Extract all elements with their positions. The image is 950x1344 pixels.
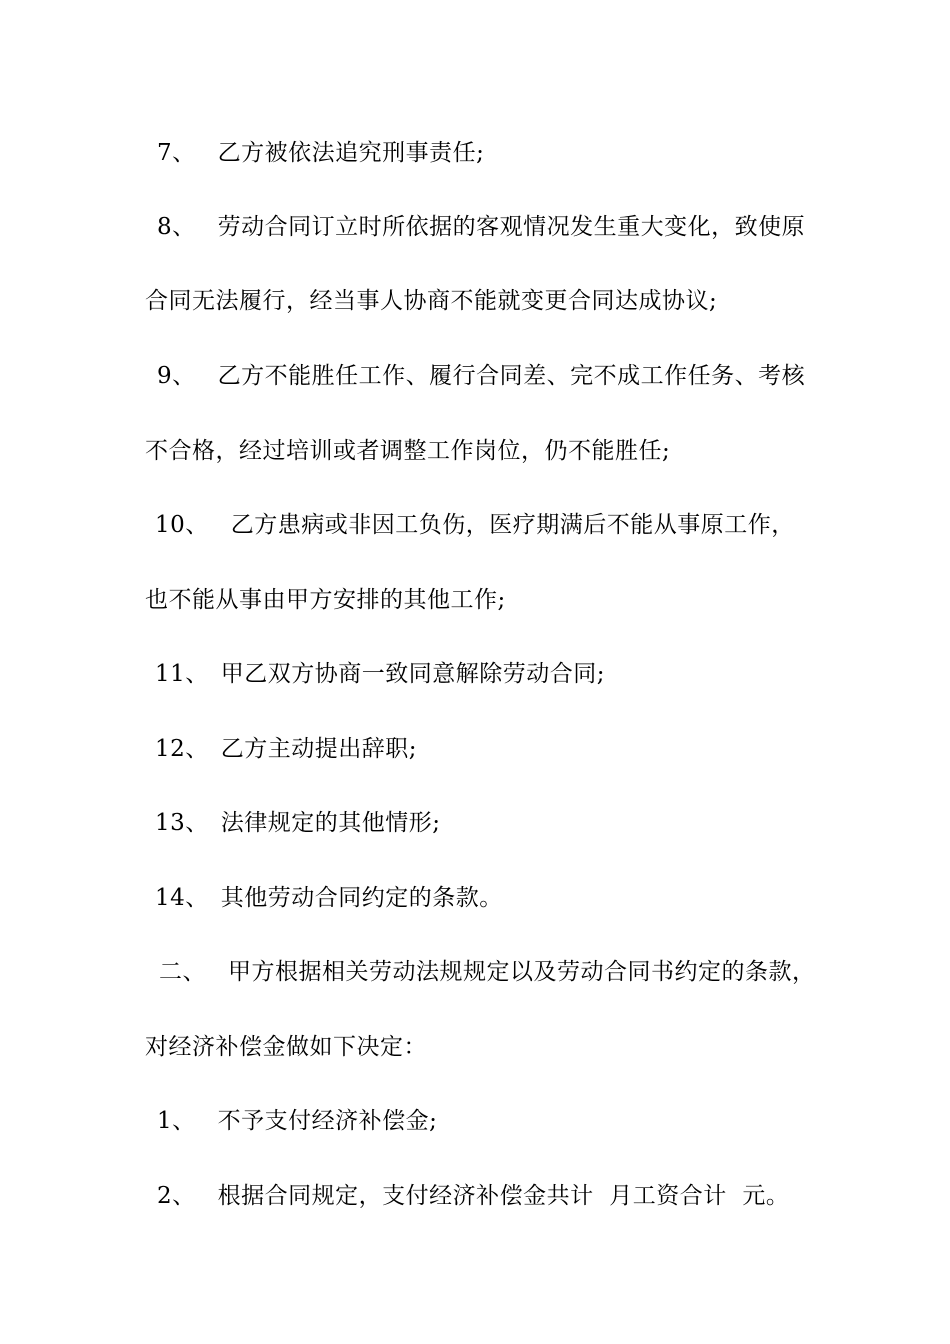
option-number: 2、	[157, 1183, 196, 1209]
section-two	[145, 957, 845, 987]
clause-number: 7、	[157, 140, 196, 166]
clause-text: 乙方被依法追究刑事责任;	[217, 140, 485, 166]
clause-8-continued	[145, 286, 845, 316]
section-number: 二、	[159, 959, 206, 985]
clause-number: 10、	[155, 512, 209, 538]
option-2	[145, 1181, 845, 1211]
clause-12	[145, 734, 845, 764]
clause-13	[145, 808, 845, 838]
clause-text: 不合格，经过培训或者调整工作岗位，仍不能胜任;	[145, 438, 671, 464]
clause-text: 也不能从事由甲方安排的其他工作;	[145, 587, 506, 613]
clause-text: 乙方不能胜任工作、履行合同差、完不成工作任务、考核	[217, 363, 806, 389]
clause-9-continued	[145, 436, 845, 466]
option-text: 不予支付经济补偿金;	[217, 1108, 438, 1134]
clause-number: 12、	[155, 736, 209, 762]
clause-text: 乙方主动提出辞职;	[220, 736, 418, 762]
clause-text: 法律规定的其他情形;	[220, 810, 441, 836]
clause-number: 13、	[155, 810, 209, 836]
clause-number: 11、	[155, 661, 209, 687]
option-text: 根据合同规定，支付经济补偿金共计 月工资合计 元。	[217, 1183, 790, 1209]
clause-7	[145, 138, 845, 168]
clause-text: 合同无法履行，经当事人协商不能就变更合同达成协议;	[145, 288, 718, 314]
clause-number: 9、	[157, 363, 196, 389]
section-two-continued	[145, 1032, 845, 1062]
clause-9	[145, 361, 845, 391]
clause-text: 其他劳动合同约定的条款。	[220, 885, 503, 911]
clause-10-continued	[145, 585, 845, 615]
section-text: 对经济补偿金做如下决定：	[145, 1034, 427, 1060]
clause-number: 14、	[155, 885, 209, 911]
clause-text: 甲乙双方协商一致同意解除劳动合同;	[220, 661, 606, 687]
clause-11	[145, 659, 845, 689]
clause-14	[145, 883, 845, 913]
clause-text: 乙方患病或非因工负伤，医疗期满后不能从事原工作，	[230, 512, 795, 538]
section-text: 甲方根据相关劳动法规规定以及劳动合同书约定的条款，	[228, 959, 816, 985]
clause-number: 8、	[157, 214, 196, 240]
clause-text: 劳动合同订立时所依据的客观情况发生重大变化，致使原	[217, 214, 806, 240]
clause-10	[145, 510, 845, 540]
clause-8	[145, 212, 845, 242]
option-number: 1、	[157, 1108, 196, 1134]
option-1	[145, 1106, 845, 1136]
